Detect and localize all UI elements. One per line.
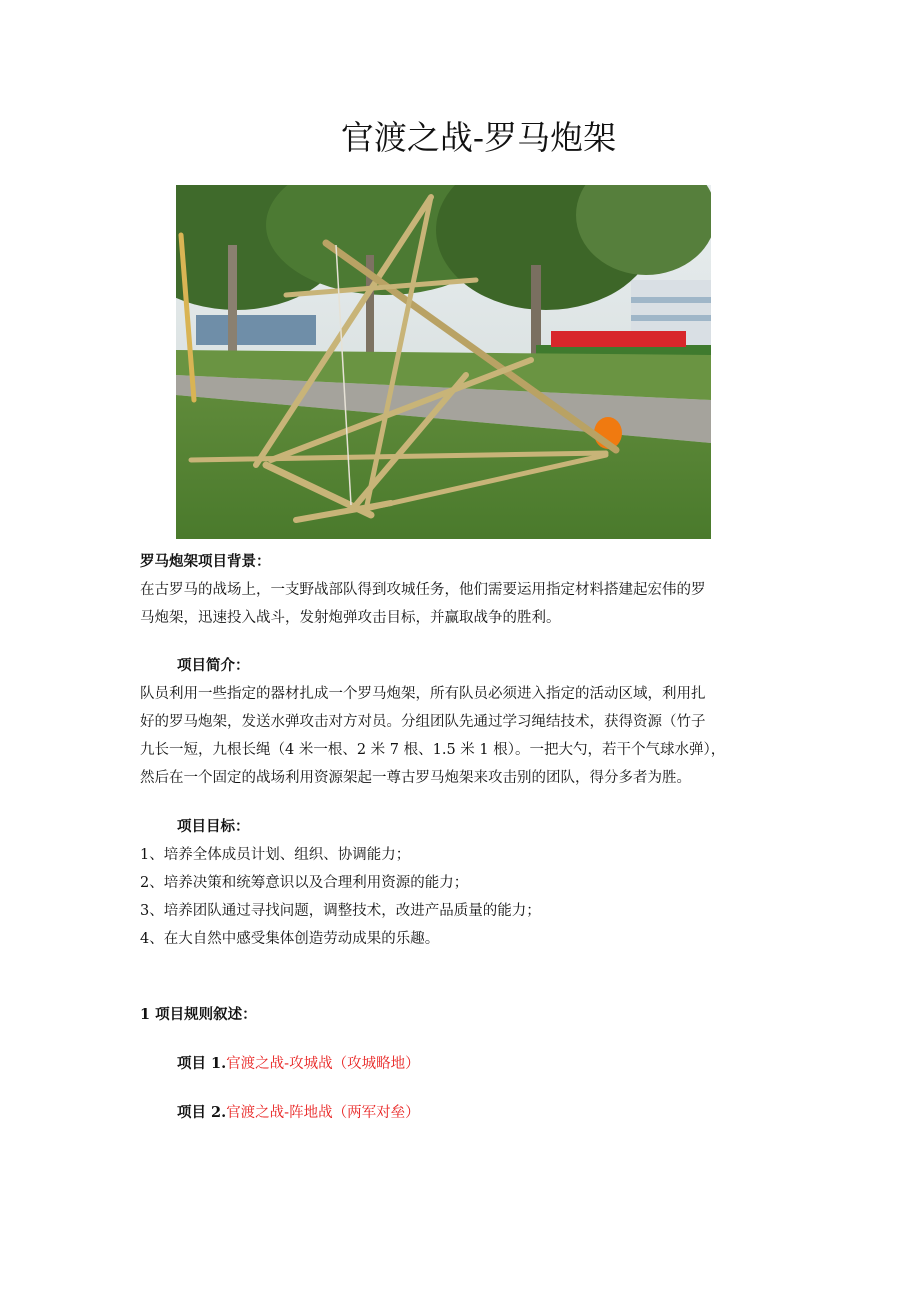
page-title: 官渡之战-罗马炮架: [340, 118, 617, 157]
project-prefix: 项目 1.: [177, 1055, 227, 1072]
intro-line: 好的罗马炮架，发送水弹攻击对方对员。分组团队先通过学习绳结技术，获得资源（竹子: [140, 714, 706, 730]
intro-line: 然后在一个固定的战场利用资源架起一尊古罗马炮架来攻击别的团队，得分多者为胜。: [140, 770, 691, 786]
intro-line: 九长一短，九根长绳（4 米一根、2 米 7 根、1.5 米 1 根）。一把大勺，若干个气球水弹），: [140, 742, 726, 758]
rules-heading: 1 项目规则叙述：: [140, 1006, 257, 1023]
project-item-2: [177, 1099, 420, 1127]
project-item-1: [177, 1050, 420, 1078]
background-heading: 罗马炮架项目背景：: [140, 553, 271, 570]
background-line: 在古罗马的战场上，一支野战部队得到攻城任务，他们需要运用指定材料搭建起宏伟的罗: [140, 582, 706, 598]
intro-line: 队员利用一些指定的器材扎成一个罗马炮架，所有队员必须进入指定的活动区域，利用扎: [140, 686, 706, 702]
goals-heading: 项目目标：: [177, 818, 250, 835]
building-left: [196, 315, 316, 345]
catapult-illustration: [176, 185, 711, 539]
goal-item: 4、在大自然中感受集体创造劳动成果的乐趣。: [140, 931, 440, 947]
project-prefix: 项目 2.: [177, 1104, 227, 1121]
banner: [551, 331, 686, 347]
catapult-photo: [176, 185, 711, 539]
goal-item: 2、培养决策和统筹意识以及合理利用资源的能力；: [140, 875, 469, 891]
goal-item: 3、培养团队通过寻找问题，调整技术，改进产品质量的能力；: [140, 903, 541, 919]
project-name: 官渡之战-阵地战（两军对垒）: [226, 1105, 420, 1121]
intro-heading: 项目简介：: [177, 657, 250, 674]
background-line: 马炮架，迅速投入战斗，发射炮弹攻击目标，并赢取战争的胜利。: [140, 610, 561, 626]
project-name: 官渡之战-攻城战（攻城略地）: [226, 1056, 420, 1072]
goal-item: 1、培养全体成员计划、组织、协调能力；: [140, 847, 411, 863]
